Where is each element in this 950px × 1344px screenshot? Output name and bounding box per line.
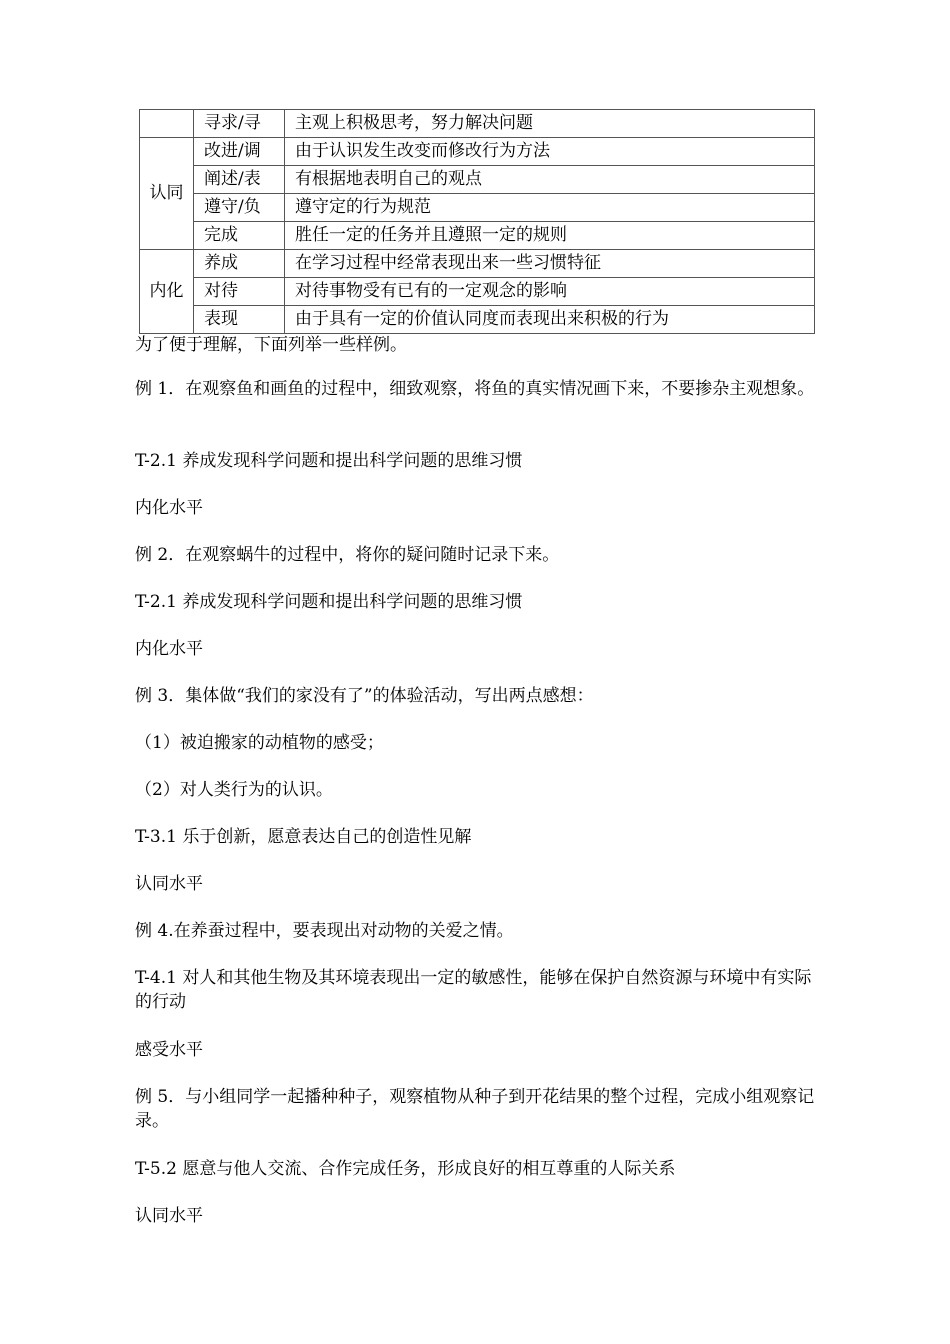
- behavior-description: 主观上积极思考，努力解决问题: [285, 110, 815, 138]
- example-5-objective: T-5.2 愿意与他人交流、合作完成任务，形成良好的相互尊重的人际关系: [135, 1159, 676, 1179]
- example-3-item-1: （1）被迫搬家的动植物的感受；: [135, 733, 384, 753]
- behavior-verb: 养成: [194, 250, 285, 278]
- behavior-verb: 遵守/负: [194, 194, 285, 222]
- behavior-verb: 阐述/表: [194, 166, 285, 194]
- example-2-objective: T-2.1 养成发现科学问题和提出科学问题的思维习惯: [135, 592, 523, 612]
- example-5-level: 认同水平: [135, 1206, 203, 1226]
- example-2-level: 内化水平: [135, 639, 203, 659]
- behavior-description: 遵守定的行为规范: [285, 194, 815, 222]
- table-row: [140, 278, 815, 306]
- behavior-description: 有根据地表明自己的观点: [285, 166, 815, 194]
- table-row: [140, 222, 815, 250]
- example-4-objective: T-4.1 对人和其他生物及其环境表现出一定的敏感性，能够在保护自然资源与环境中有实际的行动: [135, 968, 812, 1012]
- example-2-text: 例 2．在观察蜗牛的过程中，将你的疑问随时记录下来。: [135, 545, 560, 565]
- table-row: [140, 250, 815, 278]
- behavior-verb: 对待: [194, 278, 285, 306]
- behavior-verb: 表现: [194, 306, 285, 334]
- level-category: 内化: [140, 250, 194, 334]
- level-category: [140, 110, 194, 138]
- behavior-verb: 完成: [194, 222, 285, 250]
- example-1-level: 内化水平: [135, 498, 203, 518]
- intro-paragraph: 为了便于理解，下面列举一些样例。: [135, 335, 407, 355]
- behavior-description: 由于认识发生改变而修改行为方法: [285, 138, 815, 166]
- affective-level-table: [139, 109, 815, 334]
- behavior-verb: 寻求/寻: [194, 110, 285, 138]
- behavior-description: 对待事物受有已有的一定观念的影响: [285, 278, 815, 306]
- level-category: 认同: [140, 138, 194, 250]
- behavior-description: 在学习过程中经常表现出来一些习惯特征: [285, 250, 815, 278]
- behavior-description: 由于具有一定的价值认同度而表现出来积极的行为: [285, 306, 815, 334]
- example-3-item-2: （2）对人类行为的认识。: [135, 780, 333, 800]
- behavior-description: 胜任一定的任务并且遵照一定的规则: [285, 222, 815, 250]
- table-row: [140, 166, 815, 194]
- example-3-level: 认同水平: [135, 874, 203, 894]
- example-3-text: 例 3．集体做“我们的家没有了”的体验活动，写出两点感想：: [135, 686, 594, 706]
- table-row: [140, 110, 815, 138]
- table-row: [140, 306, 815, 334]
- example-5-text: 例 5．与小组同学一起播种种子，观察植物从种子到开花结果的整个过程，完成小组观察记录。: [135, 1087, 815, 1131]
- table-row: [140, 138, 815, 166]
- example-4-text: 例 4.在养蚕过程中，要表现出对动物的关爱之情。: [135, 921, 514, 941]
- example-1-text: 例 1．在观察鱼和画鱼的过程中，细致观察，将鱼的真实情况画下来，不要掺杂主观想象。: [135, 379, 815, 399]
- behavior-verb: 改进/调: [194, 138, 285, 166]
- example-3-objective: T-3.1 乐于创新，愿意表达自己的创造性见解: [135, 827, 472, 847]
- table-row: [140, 194, 815, 222]
- example-1-objective: T-2.1 养成发现科学问题和提出科学问题的思维习惯: [135, 451, 523, 471]
- example-4-level: 感受水平: [135, 1040, 203, 1060]
